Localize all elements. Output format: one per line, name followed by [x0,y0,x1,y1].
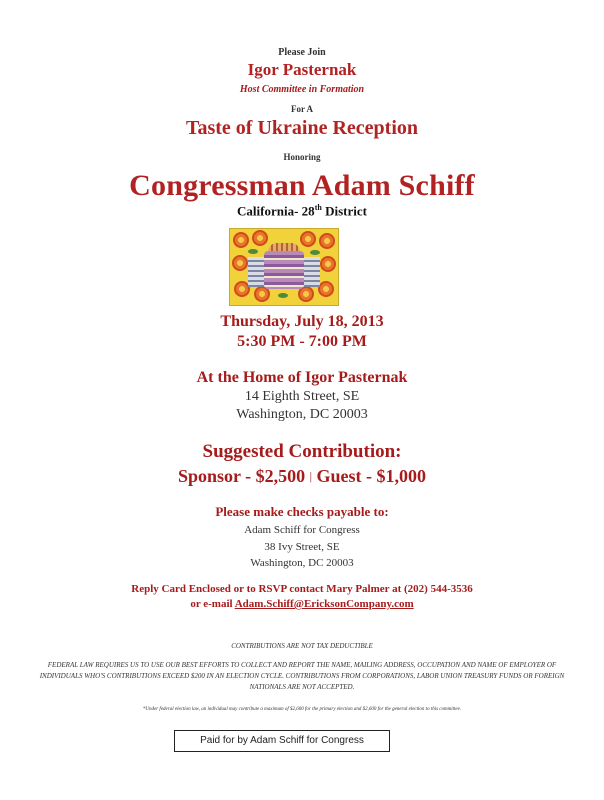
host-name: Igor Pasternak [247,60,357,79]
rsvp-email-line [0,598,604,610]
district-prefix: California- 28 [237,203,315,219]
address-line-1: 14 Eighth Street, SE [244,389,360,404]
location-heading: At the Home of Igor Pasternak [196,369,408,386]
honoring-text: Honoring [283,152,321,162]
paid-for-disclaimer-box: Paid for by Adam Schiff for Congress [174,730,390,752]
federal-law-notice: FEDERAL LAW REQUIRES US TO USE OUR BEST EFFORTS TO COLLECT AND REPORT THE NAME, MAILING ADDRESS, OCCUPATION AND NAME OF EMPLOYER OF INDIVIDUALS WHO'S CONTRIBUTIONS EXCEED $200 IN AN ELECTION CYCLE. CONTRIBUTIONS FROM CORPORATIONS, LABOR UNION TREASURY FUNDS OR FOREIGN NATIONALS ARE NOT ACCEPTED. [39,661,565,691]
for-a-text: For A [290,104,314,114]
contribution-footnote: *Under federal election law, an individual may contribute a maximum of $2,600 for the primary election and $2,600 for the general election to this committee. [142,707,462,712]
event-time: 5:30 PM - 7:00 PM [237,333,367,350]
payee-line-1: Adam Schiff for Congress [244,524,360,536]
district-suffix: District [321,203,367,219]
address-line-2: Washington, DC 20003 [236,407,368,422]
host-committee-text: Host Committee in Formation [239,84,365,95]
sponsor-level: Sponsor - $2,500 [177,466,306,486]
reception-title: Taste of Ukraine Reception [185,117,419,139]
tax-disclaimer: CONTRIBUTIONS ARE NOT TAX DEDUCTIBLE [231,642,373,650]
ukrainian-folk-art-image [229,228,339,306]
checks-heading: Please make checks payable to: [215,504,389,519]
guest-level: Guest - $1,000 [316,466,427,486]
rsvp-email-link[interactable]: Adam.Schiff@EricksonCompany.com [234,598,414,610]
contribution-levels [0,466,604,487]
district-ordinal: th [314,203,322,212]
rsvp-email-prefix: or e-mail [190,598,235,610]
honoree-title: Congressman Adam Schiff [129,169,475,202]
rsvp-line: Reply Card Enclosed or to RSVP contact Mary Palmer at (202) 544-3536 [131,583,473,595]
please-join-text: Please Join [278,47,326,58]
level-separator: | [309,469,313,483]
district-line [0,203,604,219]
contribution-heading: Suggested Contribution: [202,441,402,462]
payee-line-2: 38 Ivy Street, SE [264,541,340,553]
event-date: Thursday, July 18, 2013 [220,313,384,330]
payee-line-3: Washington, DC 20003 [250,557,354,569]
